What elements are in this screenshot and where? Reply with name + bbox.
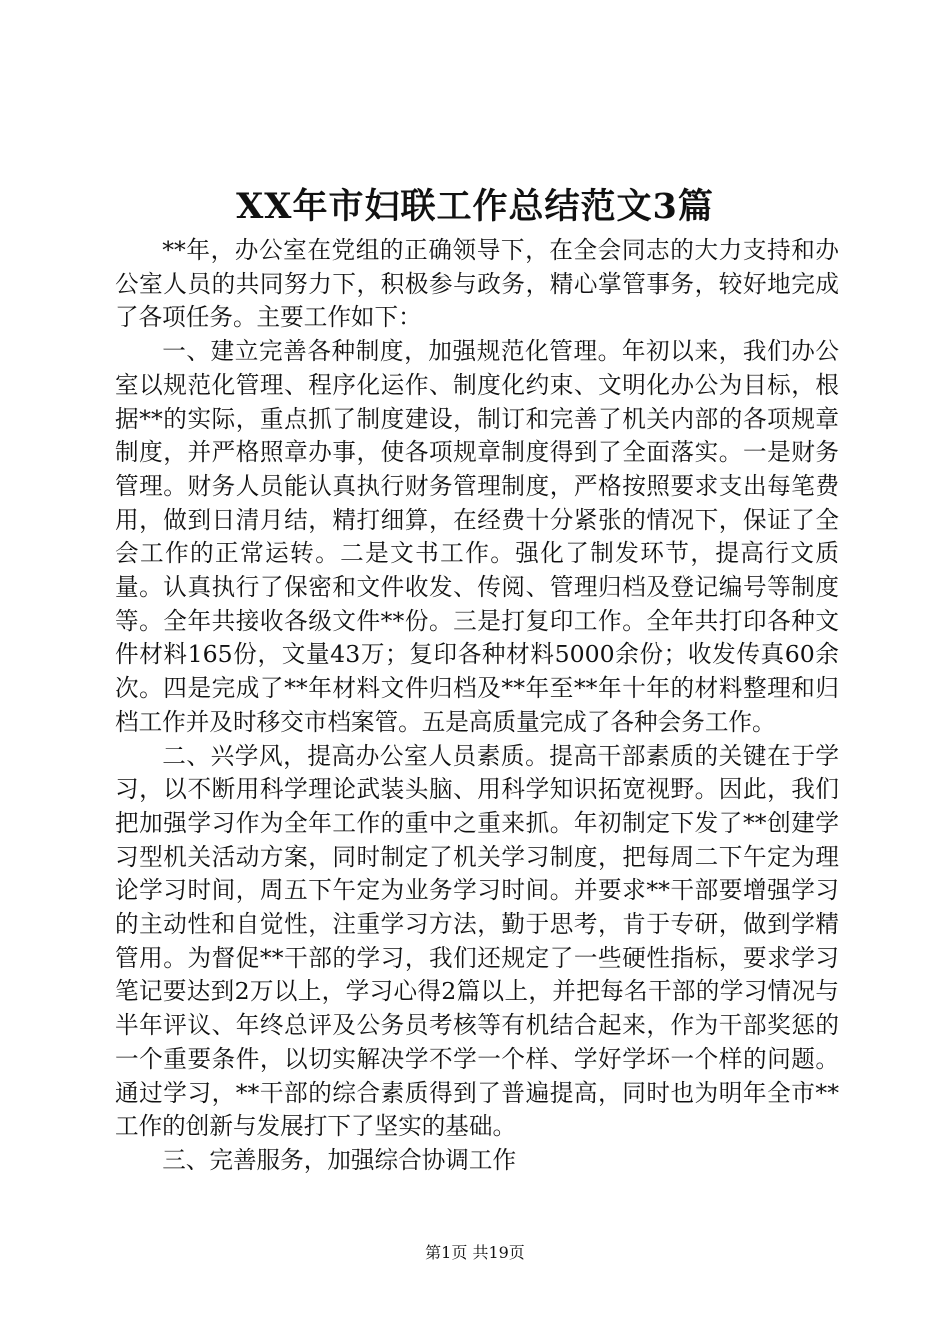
document-title: XX年市妇联工作总结范文3篇: [236, 186, 714, 227]
document-body: [115, 234, 839, 1178]
page-number-footer: 第1页 共19页: [425, 1243, 525, 1262]
paragraph-section-one: 一、建立完善各种制度，加强规范化管理。年初以来，我们办公室以规范化管理、程序化运作、制度化约束、文明化办公为目标，根据**的实际，重点抓了制度建设，制订和完善了机关内部的各项规章制度，并严格照章办事，使各项规章制度得到了全面落实。一是财务管理。财务人员能认真执行财务管理制度，严格按照要求支出每笔费用，做到日清月结，精打细算，在经费十分紧张的情况下，保证了全会工作的正常运转。二是文书工作。强化了制发环节，提高行文质量。认真执行了保密和文件收发、传阅、管理归档及登记编号等制度等。全年共接收各级文件**份。三是打复印工作。全年共打印各种文件材料165份，文量43万；复印各种材料5000余份；收发传真60余次。四是完成了**年材料文件归档及**年至**年十年的材料整理和归档工作并及时移交市档案管。五是高质量完成了各种会务工作。: [115, 337, 839, 736]
paragraph-section-two: 二、兴学风，提高办公室人员素质。提高干部素质的关键在于学习，以不断用科学理论武装头脑、用科学知识拓宽视野。因此，我们把加强学习作为全年工作的重中之重来抓。年初制定下发了**创建学习型机关活动方案，同时制定了机关学习制度，把每周二下午定为理论学习时间，周五下午定为业务学习时间。并要求**干部要增强学习的主动性和自觉性，注重学习方法，勤于思考，肯于专研，做到学精管用。为督促**干部的学习，我们还规定了一些硬性指标，要求学习笔记要达到2万以上，学习心得2篇以上，并把每名干部的学习情况与半年评议、年终总评及公务员考核等有机结合起来，作为干部奖惩的一个重要条件，以切实解决学不学一个样、学好学坏一个样的问题。通过学习，**干部的综合素质得到了普遍提高，同时也为明年全市**工作的创新与发展打下了坚实的基础。: [115, 741, 839, 1141]
paragraph-section-three: 三、完善服务，加强综合协调工作: [162, 1145, 517, 1174]
paragraph-intro: **年，办公室在党组的正确领导下，在全会同志的大力支持和办公室人员的共同努力下，积极参与政务，精心掌管事务，较好地完成了各项任务。主要工作如下：: [115, 236, 839, 332]
